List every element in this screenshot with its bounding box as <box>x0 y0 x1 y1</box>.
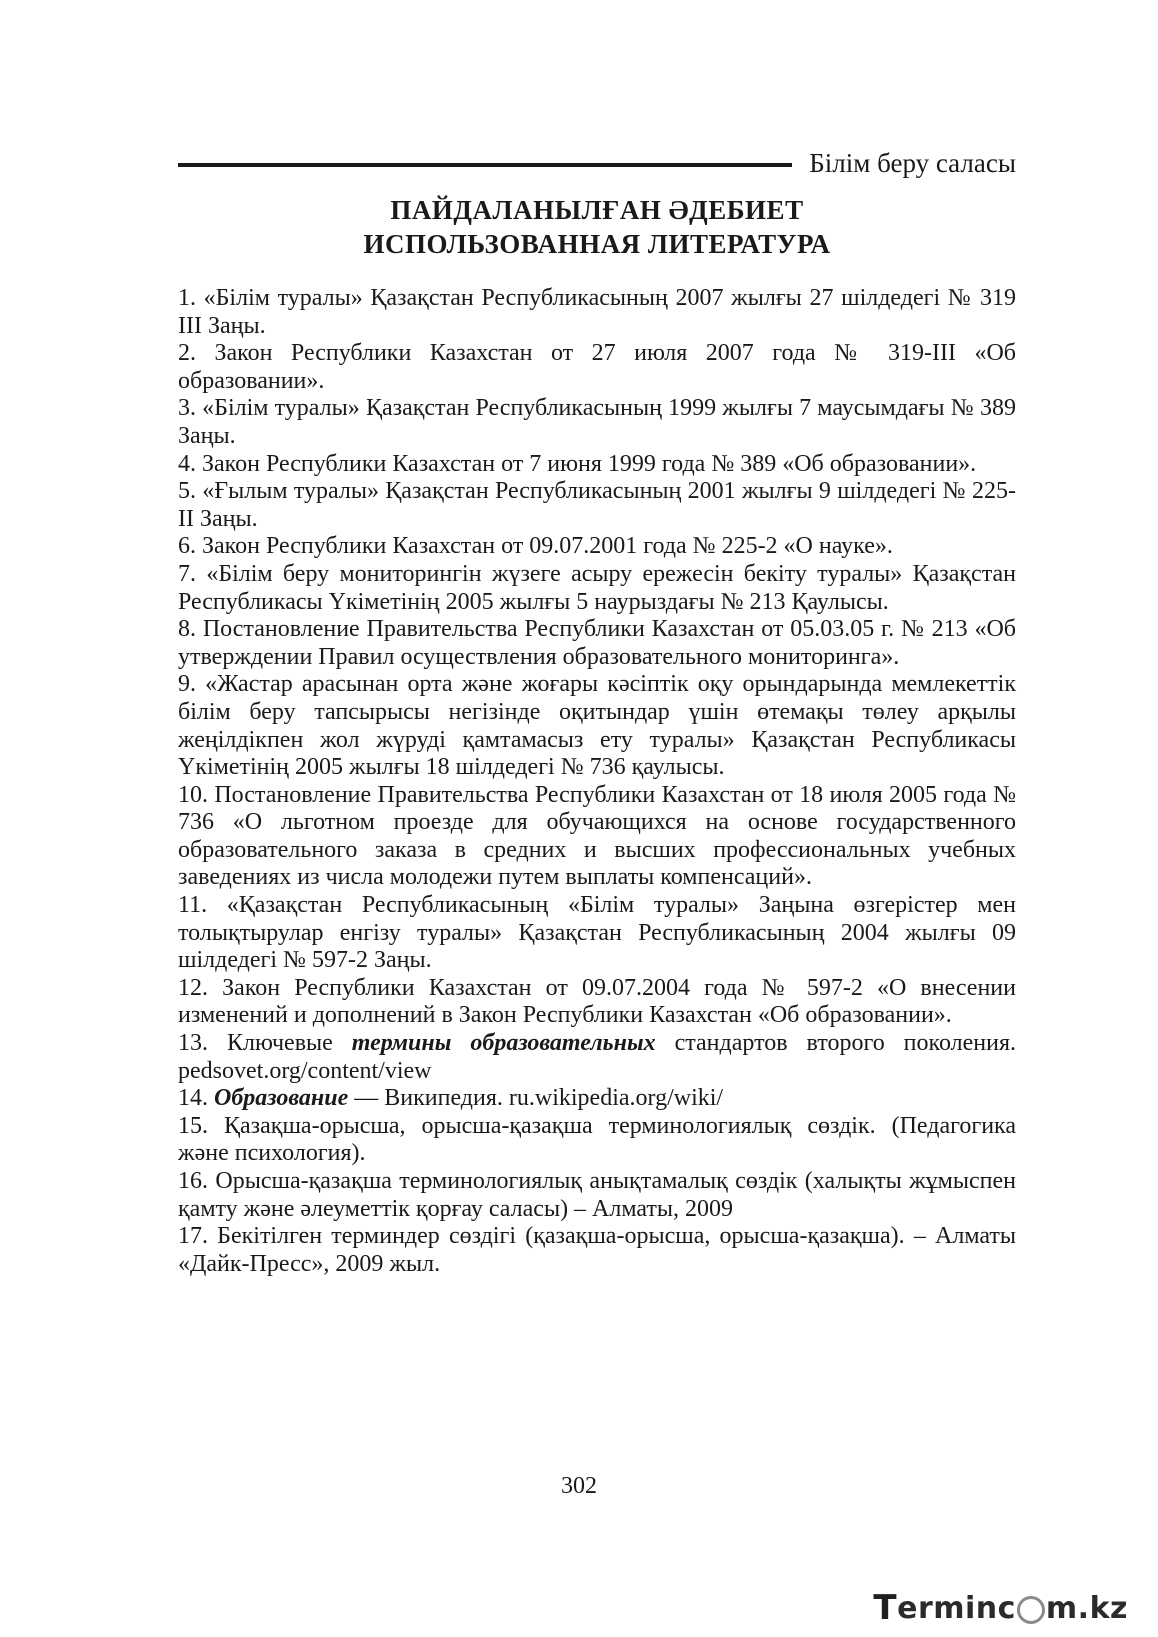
reference-item-9: 9. «Жастар арасынан орта және жоғары кәсіптік оқу орындарында мемлекеттік білім беру тапсырысы негізінде оқитындар үшін өтемақы төлеу арқылы жеңілдікпен жол жүруді қамтамасыз ету туралы» Қазақстан Республикасы Үкіметінің 2005 жылғы 18 шілдедегі № 736 қаулысы. <box>178 671 1016 781</box>
heading-russian: ИСПОЛЬЗОВАННАЯ ЛИТЕРАТУРА <box>363 229 831 259</box>
reference-item-6: 6. Закон Республики Казахстан от 09.07.2001 года № 225-2 «О науке». <box>178 533 893 560</box>
reference-item-8: 8. Постановление Правительства Республики Казахстан от 05.03.05 г. № 213 «Об утверждении Правил осуществления образовательного мониторинга». <box>178 616 1016 670</box>
reference-item-1: 1. «Білім туралы» Қазақстан Республикасының 2007 жылғы 27 шілдедегі № 319 ІІІ Заңы. <box>178 285 1016 339</box>
watermark-tail: m.kz <box>1045 1590 1128 1626</box>
reference-item-4: 4. Закон Республики Казахстан от 7 июня 1999 года № 389 «Об образовании». <box>178 450 977 477</box>
reference-item-5: 5. «Ғылым туралы» Қазақстан Республикасының 2001 жылғы 9 шілдедегі № 225-ІІ Заңы. <box>178 478 1016 532</box>
reference-item-15: 15. Қазақша-орысша, орысша-қазақша терминологиялық сөздік. (Педагогика және психология). <box>178 1112 1016 1167</box>
reference-14-before: 14. <box>178 1085 214 1112</box>
reference-item-2: 2. Закон Республики Казахстан от 27 июля 2007 года № 319-III «Об образовании». <box>178 340 1016 394</box>
reference-list <box>178 285 1016 1278</box>
reference-item-7: 7. «Білім беру мониторингін жүзеге асыру ережесін бекіту туралы» Қазақстан Республикасы Үкіметінің 2005 жылғы 5 наурыздағы № 213 Қаулысы. <box>178 560 1016 615</box>
magnifier-icon <box>1017 1596 1045 1624</box>
reference-item-17: 17. Бекітілген терминдер сөздігі (қазақша-орысша, орысша-қазақша). – Алматы «Дайк-Пресс», 2009 жыл. <box>178 1223 1016 1277</box>
reference-13-after: стандартов второго поколения. pedsovet.org/content/view <box>178 1030 1016 1084</box>
page-number: 302 <box>561 1473 597 1499</box>
section-title: Білім беру саласы <box>809 148 1016 178</box>
reference-item-16: 16. Орысша-қазақша терминологиялық анықтамалық сөздік (халықты жұмыспен қамту және әлеуметтік қорғау саласы) – Алматы, 2009 <box>178 1168 1016 1222</box>
watermark-logo <box>873 1588 1128 1628</box>
watermark-middle: erminc <box>897 1590 1016 1626</box>
reference-13-before: 13. Ключевые <box>178 1030 352 1057</box>
header-rule <box>178 163 792 167</box>
reference-item-11: 11. «Қазақстан Республикасының «Білім туралы» Заңына өзгерістер мен толықтырулар енгізу туралы» Қазақстан Республикасының 2004 жылғы 09 шілдедегі № 597-2 Заңы. <box>178 892 1016 974</box>
reference-14-emphasis: Образование <box>214 1085 349 1112</box>
reference-item-12: 12. Закон Республики Казахстан от 09.07.2004 года № 597-2 «О внесении изменений и дополнений в Закон Республики Казахстан «Об образовании». <box>178 974 1016 1029</box>
bibliography-heading <box>178 193 1016 261</box>
reference-item-13 <box>178 1030 1016 1085</box>
reference-13-emphasis: термины образовательных <box>351 1030 656 1057</box>
reference-item-10: 10. Постановление Правительства Республики Казахстан от 18 июля 2005 года № 736 «О льготном проезде для обучающихся на основе государственного образовательного заказа в средних и высших профессиональных учебных заведениях из числа молодежи путем выплаты компенсаций». <box>178 781 1016 891</box>
heading-kazakh: ПАЙДАЛАНЫЛҒАН ӘДЕБИЕТ <box>390 195 804 225</box>
reference-14-after: — Википедия. ru.wikipedia.org/wiki/ <box>348 1085 724 1112</box>
reference-item-3: 3. «Білім туралы» Қазақстан Республикасының 1999 жылғы 7 маусымдағы № 389 Заңы. <box>178 395 1016 449</box>
reference-item-14 <box>178 1085 1016 1113</box>
watermark-lead: T <box>873 1588 898 1628</box>
running-header <box>178 146 1016 182</box>
